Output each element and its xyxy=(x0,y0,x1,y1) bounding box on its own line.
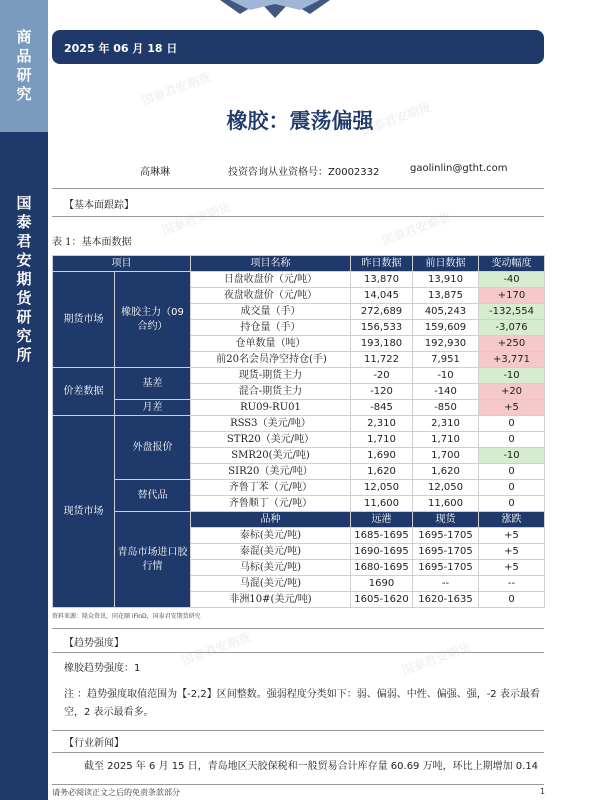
group-spot: 现货市场 xyxy=(53,416,115,608)
table-row: 价差数据 基差 现货-期货主力 -20 -10 -10 xyxy=(53,368,545,384)
watermark: 国泰君安期货 xyxy=(159,200,233,238)
report-date: 2025 年 06 月 18 日 xyxy=(64,42,178,55)
watermark: 国泰君安期货 xyxy=(359,100,433,138)
table-row: SIR20（美元/吨） 1,620 1,620 0 xyxy=(53,464,545,480)
table-row: 齐鲁顺丁（元/吨） 11,600 11,600 0 xyxy=(53,496,545,512)
table-row: 期货市场 橡胶主力（09合约） 日盘收盘价（元/吨） 13,870 13,910 -40 xyxy=(53,272,545,288)
news-paragraph: 截至 2025 年 6 月 15 日，青岛地区天胶保税和一般贸易合计库存量 60.69 万吨，环比上期增加 0.14 xyxy=(84,761,539,772)
table-row: STR20（美元/吨） 1,710 1,710 0 xyxy=(53,432,545,448)
header-decoration-icon xyxy=(200,0,350,22)
table-caption: 表 1：基本面数据 xyxy=(52,237,132,248)
divider xyxy=(52,188,544,189)
sub-month: 月差 xyxy=(115,400,191,416)
fundamentals-table xyxy=(52,255,545,608)
divider xyxy=(52,652,544,653)
header-cell: 前日数据 xyxy=(413,256,479,272)
sub-qingdao: 青岛市场进口胶行情 xyxy=(115,512,191,608)
divider xyxy=(52,784,544,785)
divider xyxy=(52,730,544,731)
table-row: 混合-期货主力 -120 -140 +20 xyxy=(53,384,545,400)
table-row: 泰标(美元/吨) 1685-1695 1695-1705 +5 xyxy=(53,528,545,544)
table-header-row xyxy=(53,256,545,272)
header-cell: 项目名称 xyxy=(191,256,351,272)
watermark: 国泰君安期货 xyxy=(139,70,213,108)
header-cell: 昨日数据 xyxy=(351,256,413,272)
section-trend: 【趋势强度】 xyxy=(64,638,124,649)
watermark: 国泰君安期货 xyxy=(379,210,453,248)
sub-substitute: 替代品 xyxy=(115,480,191,512)
group-futures: 期货市场 xyxy=(53,272,115,368)
section-news: 【行业新闻】 xyxy=(64,738,124,749)
table-row: 现货市场 外盘报价 RSS3（美元/吨） 2,310 2,310 0 xyxy=(53,416,545,432)
table-row: 夜盘收盘价（元/吨） 14,045 13,875 +170 xyxy=(53,288,545,304)
source-note: 资料来源：隆众资讯，同花顺 iFinD，国泰君安期货研究 xyxy=(52,613,201,620)
divider xyxy=(52,752,544,753)
section-basic: 【基本面跟踪】 xyxy=(64,200,134,211)
table-subheader-row: 青岛市场进口胶行情 品种 远港 现货 涨跌 xyxy=(53,512,545,528)
table-row: SMR20(美元/吨) 1,690 1,700 -10 xyxy=(53,448,545,464)
table-row: 月差 RU09-RU01 -845 -850 +5 xyxy=(53,400,545,416)
table-row: 马标(美元/吨) 1680-1695 1695-1705 +5 xyxy=(53,560,545,576)
date-banner xyxy=(52,30,544,64)
header-cell: 变动幅度 xyxy=(479,256,545,272)
table-row: 泰混(美元/吨) 1690-1695 1695-1705 +5 xyxy=(53,544,545,560)
sub-basis: 基差 xyxy=(115,368,191,400)
author-email[interactable]: gaolinlin@gtht.com xyxy=(410,163,508,174)
table-row: 仓单数量（吨） 193,180 192,930 +250 xyxy=(53,336,545,352)
watermark: 国泰君安期货 xyxy=(399,640,473,678)
report-title: 橡胶：震荡偏强 xyxy=(226,108,374,133)
table-row: 成交量（手） 272,689 405,243 -132,554 xyxy=(53,304,545,320)
table-row: 马混(美元/吨) 1690 -- -- xyxy=(53,576,545,592)
table-row: 替代品 齐鲁丁苯（元/吨） 12,050 12,050 0 xyxy=(53,480,545,496)
page-number: 1 xyxy=(540,787,546,796)
sidebar-top-text: 商品研究 xyxy=(16,28,32,103)
watermark: 国泰君安期货 xyxy=(179,630,253,668)
sub-external: 外盘报价 xyxy=(115,416,191,480)
sidebar-bottom xyxy=(0,132,48,800)
trend-note: 注 ：趋势强度取值范围为【-2,2】区间整数。强弱程度分类如下：弱、偏弱、中性、偏强、强，-2 表示最看空，2 表示最看多。 xyxy=(64,689,540,718)
table-row: 持仓量（手） 156,533 159,609 -3,076 xyxy=(53,320,545,336)
header-cell: 项目 xyxy=(53,256,191,272)
disclaimer-footer: 请务必阅读正文之后的免责条款部分 xyxy=(52,788,180,797)
divider xyxy=(52,628,544,629)
table-row: 非洲10#(美元/吨) 1605-1620 1620-1635 0 xyxy=(53,592,545,608)
group-spread: 价差数据 xyxy=(53,368,115,416)
author-license: 投资咨询从业资格号：Z0002332 xyxy=(228,167,380,178)
sub-futures: 橡胶主力（09合约） xyxy=(115,272,191,368)
sidebar-bottom-text: 国泰君安期货研究所 xyxy=(16,194,32,364)
author-name: 高琳琳 xyxy=(140,167,170,178)
table-row: 前20名会员净空持仓(手) 11,722 7,951 +3,771 xyxy=(53,352,545,368)
divider xyxy=(52,216,544,217)
trend-strength: 橡胶趋势强度：1 xyxy=(64,663,141,674)
